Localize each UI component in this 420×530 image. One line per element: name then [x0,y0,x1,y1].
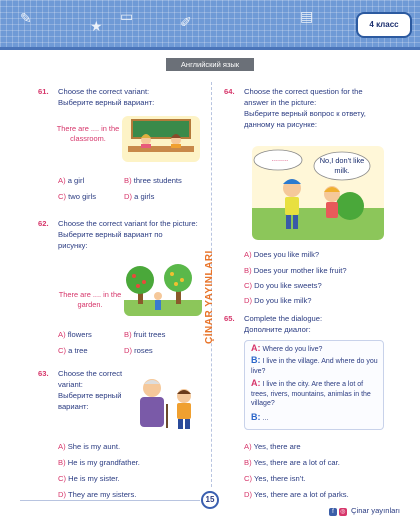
option-text: Yes, there isn’t. [254,474,306,483]
option-text: Do you like milk? [254,296,312,305]
q65-option-c[interactable] [244,474,306,483]
dialogue-line-2 [251,356,379,376]
question-number: 65. [224,314,235,323]
q64-option-d[interactable] [244,296,312,305]
subject-tab: Английский язык [166,58,254,71]
option-text: Does you like milk? [253,250,320,259]
facebook-icon: f [329,508,337,516]
option-letter: A) [58,330,66,339]
option-text: They are my sisters. [68,490,137,499]
option-letter: D) [124,346,133,355]
option-text: fruit trees [133,330,166,339]
grandfather-boy-illustration [130,374,202,432]
q64-option-c[interactable] [244,281,322,290]
q65-option-d[interactable] [244,490,349,499]
q62-callout: There are .... in the garden. [58,290,122,309]
star-doodle-icon: ★ [90,18,103,34]
option-text: Does your mother like fruit? [253,266,347,275]
option-text: a girls [134,192,155,201]
speaker-label: B: [251,355,261,365]
q61-callout: There are .... in the classroom. [56,124,120,143]
footer-rule-left [20,500,200,501]
question-text-en: Choose the correct variant for the picture: [58,219,198,228]
question-text-ru: Выберите верный вариант по рисунку: [58,230,163,250]
question-text-en: Choose the correct question for the answer in the picture: [244,87,363,107]
question-text-en: Choose the correct variant: [58,369,123,389]
speaker-label: A: [251,378,261,388]
header-banner [0,0,420,50]
bubble-right-text: No,I don't like milk. [319,156,365,175]
dialogue-text: I live in the city. Are there a lot of trees, rivers, mountains, animlas in the village? [251,381,371,407]
option-text: a tree [68,346,88,355]
q62-option-b[interactable] [124,330,165,339]
option-text: Do you like sweets? [254,281,322,290]
option-letter: B) [58,458,66,467]
option-text: a girl [67,176,85,185]
option-letter: C) [58,346,67,355]
q64-option-a[interactable] [244,250,319,259]
q63-option-b[interactable] [58,458,140,467]
dialogue-line-1 [251,344,379,355]
question-text-ru: Выберите верный вопрос к ответу, данному на рисунке: [244,109,366,129]
speaker-label: B: [251,412,261,422]
option-letter: A) [58,176,66,185]
q65-option-a[interactable] [244,442,301,451]
option-text: three students [133,176,182,185]
abc-doodle-icon: ✎ [20,10,32,26]
option-letter: B) [244,266,252,275]
garden-illustration [124,262,202,316]
question-number: 62. [38,219,49,228]
option-letter: C) [244,474,253,483]
question-text-ru: Выберите верный вариант: [58,98,155,107]
dialogue-text: Where do you live? [262,346,323,353]
footer-brand [329,506,400,516]
option-letter: D) [244,490,253,499]
pencil-doodle-icon: ✐ [180,14,192,30]
option-letter: C) [58,192,67,201]
option-letter: D) [124,192,133,201]
option-text: She is my aunt. [67,442,121,451]
q63-option-a[interactable] [58,442,120,451]
dialogue-text: ... [262,415,269,422]
q61-option-b[interactable] [124,176,182,185]
option-text: roses [134,346,153,355]
speaker-label: A: [251,343,261,353]
option-letter: D) [244,296,253,305]
question-65 [224,313,394,335]
instagram-icon: ◎ [340,509,346,515]
dialogue-line-3 [251,379,379,409]
question-61 [38,86,208,108]
option-text: Yes, there are a lot of car. [253,458,340,467]
question-text-ru: Дополните диалог: [244,325,311,334]
option-text: Yes, there are a lot of parks. [254,490,349,499]
q63-option-c[interactable] [58,474,120,483]
dialogue-text: I live in the village. And where do you live? [251,358,378,375]
dialogue-box [244,340,384,430]
option-letter: C) [244,281,253,290]
footer-brand-text: Çinar yayınları [351,506,400,515]
q62-option-a[interactable] [58,330,92,339]
dialogue-line-4 [251,413,379,424]
question-number: 61. [38,87,49,96]
q63-option-d[interactable] [58,490,136,499]
q61-option-c[interactable] [58,192,96,201]
question-64 [224,86,394,130]
option-letter: B) [124,176,132,185]
question-text-en: Choose the correct variant: [58,87,150,96]
option-text: flowers [67,330,92,339]
option-text: Yes, there are [253,442,301,451]
question-number: 64. [224,87,235,96]
option-text: two girls [68,192,96,201]
q65-option-b[interactable] [244,458,340,467]
question-text-en: Complete the dialogue: [244,314,323,323]
option-text: He is my grandfather. [67,458,140,467]
brand-vertical: ÇİNAR YAYINLARI [204,250,215,344]
ruler-doodle-icon: ▤ [300,8,314,24]
option-text: He is my sister. [68,474,120,483]
classroom-illustration [122,116,200,162]
q62-option-c[interactable] [58,346,88,355]
q62-option-d[interactable] [124,346,153,355]
bubble-left-text: ........ [271,154,289,163]
question-62 [38,218,208,251]
question-text-ru: Выберите верный вариант: [58,391,122,411]
option-letter: A) [244,250,252,259]
book-doodle-icon: ▭ [120,8,134,24]
option-letter: A) [58,442,66,451]
option-letter: B) [124,330,132,339]
page-number: 15 [201,491,219,509]
q61-option-a[interactable] [58,176,84,185]
option-letter: B) [244,458,252,467]
grade-badge: 4 класс [356,12,412,38]
q61-option-d[interactable] [124,192,154,201]
q64-option-b[interactable] [244,266,347,275]
option-letter: C) [58,474,67,483]
option-letter: A) [244,442,252,451]
question-number: 63. [38,369,49,378]
option-letter: D) [58,490,67,499]
